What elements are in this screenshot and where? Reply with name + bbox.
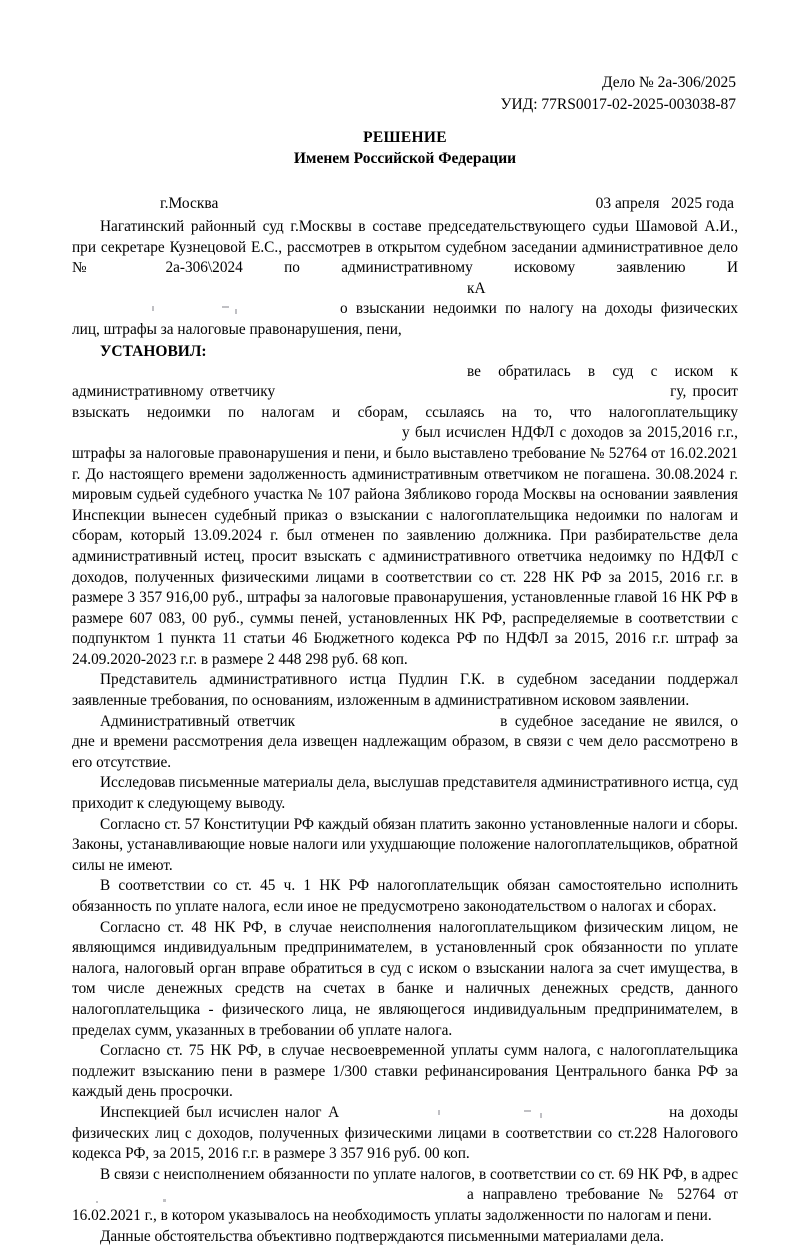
established-paragraph-6: В соответствии со ст. 45 ч. 1 НК РФ налогоплательщик обязан самостоятельно исполнить обязанность по уплате налога, если иное не предусмотрено законодательством о налогах и сборах. [72, 876, 738, 917]
document-title: РЕШЕНИЕ [72, 127, 738, 148]
established-paragraph-11: Данные обстоятельства объективно подтверждаются письменными материалами дела. [72, 1227, 738, 1247]
established-p3-b: в судебное заседание не явился, о дне и времени рассмотрения дела извещен надлежащим образом, в связи с чем дело рассмотрено в его отсутствие. [72, 713, 738, 771]
established-p10-b: а направлено требование № 52764 от 16.02.2021 г., в котором указывалось на необходимость уплаты задолженности по налогам и пени. [72, 1186, 738, 1224]
established-paragraph-8: Согласно ст. 75 НК РФ, в случае несвоевременной уплаты сумм налога, с налогоплательщика подлежит взысканию пени в размере 1/300 ставки рефинансирования Центрального банка РФ за каждый день просрочки. [72, 1041, 738, 1103]
established-p9-a: Инспекцией был исчислен налог А [100, 1104, 339, 1121]
established-p1-b: гу, просит взыскать недоимки по налогам и сборам, ссылаясь на то, что налогоплательщику [72, 383, 738, 421]
established-paragraph-5: Согласно ст. 57 Конституции РФ каждый обязан платить законно установленные налоги и сборы. Законы, устанавливающие новые налоги или ухудшающие положение налогоплательщиков, обратной силы не имеют. [72, 815, 738, 877]
established-p1-c: у был исчислен НДФЛ с доходов за 2015,2016 г.г., штрафы за налоговые правонарушения и пени, и было выставлено требование № 52764 от 16.02.2021 г. До настоящего времени задолженность административным ответчиком не погашена. 30.08.2024 г. мировым судьей судебного участка № 107 района Зябликово города Москвы на основании заявления Инспекции вынесен судебный приказ о взыскании с налогоплательщика недоимки по налогам и сборам, который 13.09.2024 г. был отменен по заявлению должника. При разбирательстве дела административный истец, просит взыскать с административного ответчика недоимку по НДФЛ с доходов, полученных физическими лицами в соответствии со ст. 228 НК РФ за 2015, 2016 г.г. в размере 3 357 916,00 руб., штрафы за налоговые правонарушения, установленные главой 16 НК РФ в размере 607 083, 00 руб., суммы пеней, установленных НК РФ, распределяемые в соответствии с подпунктом 1 пункта 11 статьи 46 Бюджетного кодекса РФ по НДФЛ за 2015, 2016 г.г. штраф за 24.09.2020-2023 г.г. в размере 2 448 298 руб. 68 коп. [72, 424, 738, 668]
established-p10-a: В связи с неисполнением обязанности по уплате налогов, в соответствии со ст. 69 НК РФ, в адрес [100, 1166, 738, 1183]
title-block [72, 127, 738, 169]
established-paragraph-7: Согласно ст. 48 НК РФ, в случае неисполнения налогоплательщиком физическим лицом, не являющимся индивидуальным предпринимателем, в установленный срок обязанности по уплате налога, налоговый орган вправе обратиться в суд с иском о взыскании налога за счет имущества, в том числе денежных средств на счетах в банке и наличных денежных средств, данного налогоплательщика - физического лица, не являющегося индивидуальным предпринимателем, в пределах сумм, указанных в требовании об уплате налога. [72, 918, 738, 1042]
established-paragraph-4: Исследовав письменные материалы дела, выслушав представителя административного истца, суд приходит к следующему выводу. [72, 773, 738, 814]
case-uid: УИД: 77RS0017-02-2025-003038-87 [72, 94, 736, 116]
place-date-line [72, 195, 738, 213]
decision-date: 03 апреля 2025 года [596, 195, 734, 213]
case-number: Дело № 2а-306/2025 [72, 72, 736, 94]
established-paragraph-10 [72, 1165, 738, 1227]
intro-text-part3: А [474, 280, 485, 297]
intro-text-part2: к [467, 280, 474, 297]
established-paragraph-1 [72, 362, 738, 671]
established-p9-b: на доходы физических лиц с доходов, полученных физическими лицами в соответствии со ст.228 Налогового кодекса РФ, за 2015, 2016 г.г. в размере 3 357 916 руб. 00 коп. [72, 1104, 738, 1162]
section-heading-ustanovil: УСТАНОВИЛ: [72, 341, 738, 362]
established-paragraph-2: Представитель административного истца Пудлин Г.К. в судебном заседании поддержал заявленные требования, по основаниям, изложенным в административном исковом заявлении. [72, 670, 738, 711]
document-body [72, 217, 738, 1247]
established-p1-a: ве обратилась в суд с иском к административному ответчику [72, 363, 738, 401]
established-p3-a: Административный ответчик [100, 713, 295, 730]
established-paragraph-3 [72, 712, 738, 774]
intro-text-part4: о взыскании недоимки по налогу на доходы физических лиц, штрафы за налоговые правонарушения, пени, [72, 300, 738, 338]
document-subtitle: Именем Российской Федерации [72, 148, 738, 169]
city-label: г.Москва [160, 195, 218, 213]
document-header [72, 72, 738, 116]
established-paragraph-9 [72, 1103, 738, 1165]
intro-paragraph [72, 217, 738, 341]
intro-text-part1: Нагатинский районный суд г.Москвы в составе председательствующего судьи Шамовой А.И., при секретаре Кузнецовой Е.С., рассмотрев в открытом судебном заседании административное дело № 2а-306\2024 по административному исковому заявлению И [72, 218, 738, 276]
